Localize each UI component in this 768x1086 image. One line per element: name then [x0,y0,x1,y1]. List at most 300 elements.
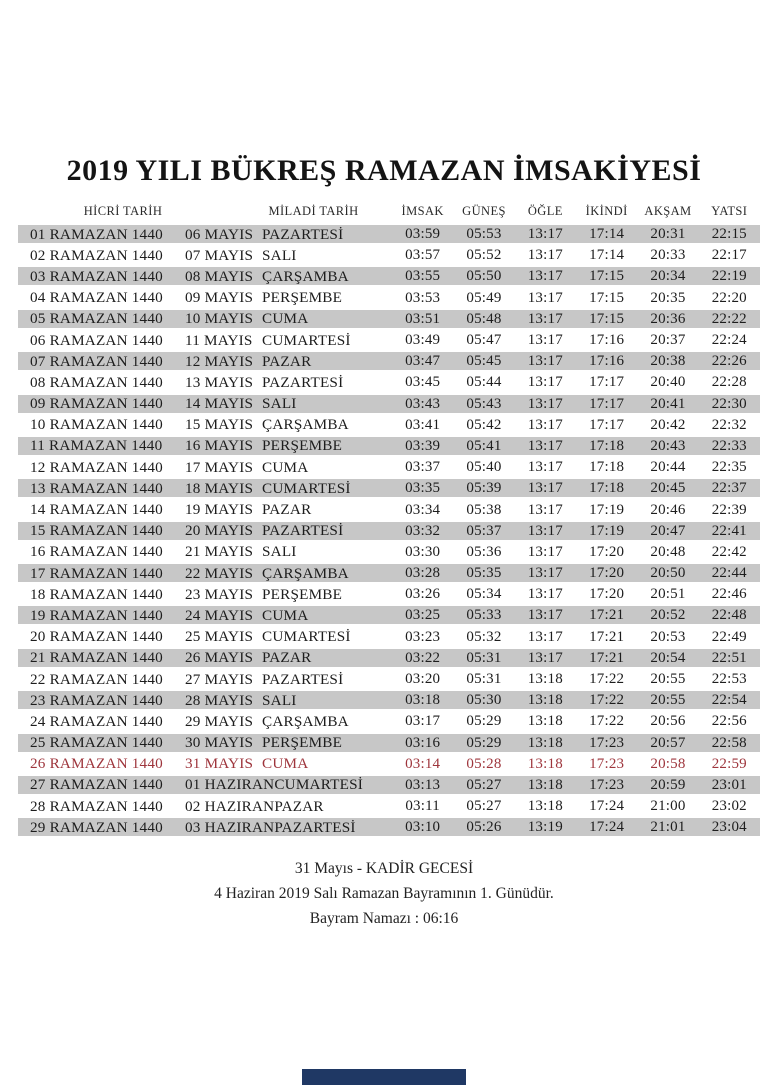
cell-ogle: 13:19 [527,819,563,836]
cell-yatsi: 22:32 [711,416,747,433]
table-row [18,669,760,690]
cell-hicri-tarih: 22 RAMAZAN 1440 [30,670,163,688]
footer-notes [0,856,768,931]
cell-gunes: 05:31 [466,671,502,688]
cell-hicri-tarih: 18 RAMAZAN 1440 [30,585,163,603]
cell-miladi-tarih [180,755,392,773]
table-row [18,415,760,436]
cell-miladi-tarih [180,501,392,519]
cell-yatsi: 22:30 [711,395,747,412]
cell-yatsi: 22:54 [711,692,747,709]
cell-ikindi: 17:20 [589,586,625,603]
cell-miladi-date: 07 MAYIS [185,246,254,264]
cell-miladi-date: 09 MAYIS [185,289,254,307]
cell-ogle: 13:17 [527,586,563,603]
table-body [18,224,760,838]
cell-yatsi: 22:42 [711,543,747,560]
cell-day-name: SALI [262,246,297,264]
header-miladi-tarih: MİLADİ TARİH [268,204,359,218]
cell-gunes: 05:37 [466,522,502,539]
cell-gunes: 05:27 [466,776,502,793]
cell-gunes: 05:31 [466,649,502,666]
table-row [18,754,760,775]
table-row [18,245,760,266]
cell-miladi-tarih [180,649,392,667]
cell-hicri-tarih: 27 RAMAZAN 1440 [30,776,163,794]
cell-yatsi: 22:39 [711,501,747,518]
cell-gunes: 05:35 [466,565,502,582]
cell-imsak: 03:43 [405,395,441,412]
cell-hicri-tarih: 10 RAMAZAN 1440 [30,416,163,434]
cell-hicri-tarih: 21 RAMAZAN 1440 [30,649,163,667]
cell-day-name: ÇARŞAMBA [262,267,349,285]
cell-aksam: 20:53 [650,628,686,645]
header-ikindi: İKİNDİ [585,204,628,218]
cell-yatsi: 22:28 [711,374,747,391]
cell-miladi-date: 20 MAYIS [185,522,254,540]
cell-day-name: PERŞEMBE [262,734,343,752]
cell-ogle: 13:17 [527,501,563,518]
cell-yatsi: 22:49 [711,628,747,645]
cell-day-name: PAZARTESİ [262,670,344,688]
cell-gunes: 05:38 [466,501,502,518]
cell-gunes: 05:29 [466,713,502,730]
cell-hicri-tarih: 14 RAMAZAN 1440 [30,501,163,519]
cell-miladi-tarih [180,332,392,350]
cell-miladi-tarih [180,416,392,434]
cell-miladi-date: 24 MAYIS [185,606,254,624]
cell-day-name: ÇARŞAMBA [262,416,349,434]
cell-gunes: 05:30 [466,692,502,709]
cell-ikindi: 17:23 [589,734,625,751]
cell-gunes: 05:45 [466,353,502,370]
cell-yatsi: 22:51 [711,649,747,666]
cell-ogle: 13:17 [527,289,563,306]
cell-miladi-tarih [180,226,392,244]
cell-hicri-tarih: 06 RAMAZAN 1440 [30,331,163,349]
cell-hicri-tarih: 15 RAMAZAN 1440 [30,522,163,540]
note-kadir-gecesi: 31 Mayıs - KADİR GECESİ [294,860,474,877]
cell-miladi-tarih [180,565,392,583]
cell-miladi-tarih [180,480,392,498]
cell-ikindi: 17:24 [589,819,625,836]
table-row [18,648,760,669]
cell-imsak: 03:39 [405,437,441,454]
cell-yatsi: 22:15 [711,226,747,243]
cell-gunes: 05:33 [466,607,502,624]
cell-miladi-date: 30 MAYIS [185,734,254,752]
page-title: 2019 YILI BÜKREŞ RAMAZAN İMSAKİYESİ [66,154,702,187]
cell-miladi-tarih [180,353,392,371]
cell-gunes: 05:50 [466,268,502,285]
cell-aksam: 20:35 [650,289,686,306]
cell-miladi-tarih [180,522,392,540]
cell-miladi-date: 17 MAYIS [185,458,254,476]
cell-aksam: 20:34 [650,268,686,285]
cell-ikindi: 17:18 [589,437,625,454]
cell-day-name: CUMA [262,310,309,328]
cell-miladi-tarih [180,459,392,477]
header-imsak: İMSAK [401,204,444,218]
cell-aksam: 20:59 [650,776,686,793]
cell-imsak: 03:23 [405,628,441,645]
table-row [18,394,760,415]
note-bayram-day: 4 Haziran 2019 Salı Ramazan Bayramının 1. Günüdür. [214,885,554,902]
table-row [18,733,760,754]
cell-aksam: 20:56 [650,713,686,730]
cell-gunes: 05:52 [466,247,502,264]
table-row [18,711,760,732]
table-row [18,372,760,393]
table-row [18,817,760,838]
cell-day-name: CUMA [262,755,309,773]
cell-hicri-tarih: 01 RAMAZAN 1440 [30,225,163,243]
cell-ikindi: 17:17 [589,374,625,391]
cell-day-name: PAZAR [262,352,312,370]
cell-ogle: 13:17 [527,565,563,582]
cell-yatsi: 22:17 [711,247,747,264]
cell-ikindi: 17:16 [589,332,625,349]
cell-day-name: PAZAR [262,649,312,667]
cell-imsak: 03:28 [405,565,441,582]
cell-aksam: 20:38 [650,353,686,370]
cell-ikindi: 17:22 [589,671,625,688]
cell-ogle: 13:18 [527,692,563,709]
cell-yatsi: 22:20 [711,289,747,306]
cell-ikindi: 17:17 [589,395,625,412]
cell-gunes: 05:29 [466,734,502,751]
cell-gunes: 05:40 [466,459,502,476]
cell-imsak: 03:13 [405,776,441,793]
cell-miladi-tarih [180,289,392,307]
cell-hicri-tarih: 23 RAMAZAN 1440 [30,691,163,709]
cell-aksam: 20:57 [650,734,686,751]
cell-aksam: 20:40 [650,374,686,391]
cell-hicri-tarih: 13 RAMAZAN 1440 [30,479,163,497]
note-bayram-namazi: Bayram Namazı : 06:16 [309,910,459,927]
table-row [18,436,760,457]
bottom-bar [302,1069,466,1085]
cell-aksam: 20:31 [650,226,686,243]
cell-miladi-date: 22 MAYIS [185,564,254,582]
cell-imsak: 03:45 [405,374,441,391]
table-header [18,200,760,223]
cell-day-name: PAZAR [274,797,324,815]
cell-imsak: 03:55 [405,268,441,285]
cell-aksam: 20:45 [650,480,686,497]
cell-gunes: 05:42 [466,416,502,433]
cell-ikindi: 17:20 [589,565,625,582]
cell-ogle: 13:18 [527,734,563,751]
cell-imsak: 03:20 [405,671,441,688]
cell-hicri-tarih: 16 RAMAZAN 1440 [30,543,163,561]
cell-miladi-date: 02 HAZIRAN [185,797,275,815]
cell-yatsi: 22:24 [711,332,747,349]
cell-miladi-tarih [180,247,392,265]
cell-aksam: 20:41 [650,395,686,412]
cell-miladi-date: 16 MAYIS [185,437,254,455]
table-row [18,690,760,711]
cell-ikindi: 17:14 [589,247,625,264]
cell-aksam: 20:46 [650,501,686,518]
cell-ogle: 13:17 [527,226,563,243]
cell-imsak: 03:34 [405,501,441,518]
cell-miladi-date: 21 MAYIS [185,543,254,561]
cell-miladi-tarih [180,607,392,625]
table-row [18,542,760,563]
cell-aksam: 20:47 [650,522,686,539]
cell-miladi-tarih [180,543,392,561]
cell-ogle: 13:17 [527,268,563,285]
cell-yatsi: 22:26 [711,353,747,370]
table-row [18,224,760,245]
cell-imsak: 03:51 [405,310,441,327]
cell-gunes: 05:43 [466,395,502,412]
cell-day-name: SALI [262,691,297,709]
table-row [18,309,760,330]
cell-ikindi: 17:18 [589,480,625,497]
cell-gunes: 05:41 [466,437,502,454]
cell-gunes: 05:49 [466,289,502,306]
header-yatsi: YATSI [711,204,748,218]
cell-miladi-tarih [180,395,392,413]
cell-ikindi: 17:22 [589,692,625,709]
cell-miladi-tarih [180,776,392,794]
cell-miladi-date: 08 MAYIS [185,267,254,285]
cell-day-name: SALI [262,395,297,413]
cell-yatsi: 22:22 [711,310,747,327]
cell-imsak: 03:49 [405,332,441,349]
cell-hicri-tarih: 20 RAMAZAN 1440 [30,628,163,646]
header-gunes: GÜNEŞ [462,204,506,218]
table-row [18,330,760,351]
cell-miladi-tarih [180,798,392,816]
cell-imsak: 03:53 [405,289,441,306]
cell-yatsi: 22:53 [711,671,747,688]
cell-miladi-date: 23 MAYIS [185,585,254,603]
cell-miladi-date: 19 MAYIS [185,501,254,519]
cell-yatsi: 22:19 [711,268,747,285]
cell-ikindi: 17:24 [589,798,625,815]
cell-aksam: 20:55 [650,692,686,709]
cell-miladi-date: 12 MAYIS [185,352,254,370]
cell-yatsi: 23:02 [711,798,747,815]
cell-miladi-tarih [180,437,392,455]
cell-ikindi: 17:14 [589,226,625,243]
cell-imsak: 03:25 [405,607,441,624]
cell-miladi-date: 26 MAYIS [185,649,254,667]
cell-miladi-date: 29 MAYIS [185,712,254,730]
cell-hicri-tarih: 09 RAMAZAN 1440 [30,395,163,413]
cell-ogle: 13:17 [527,543,563,560]
cell-miladi-date: 27 MAYIS [185,670,254,688]
cell-hicri-tarih: 17 RAMAZAN 1440 [30,564,163,582]
cell-ikindi: 17:20 [589,543,625,560]
cell-hicri-tarih: 24 RAMAZAN 1440 [30,712,163,730]
cell-ikindi: 17:21 [589,649,625,666]
cell-hicri-tarih: 25 RAMAZAN 1440 [30,734,163,752]
cell-yatsi: 22:58 [711,734,747,751]
cell-gunes: 05:28 [466,755,502,772]
cell-ogle: 13:18 [527,755,563,772]
cell-ogle: 13:17 [527,522,563,539]
cell-ogle: 13:17 [527,480,563,497]
cell-day-name: CUMARTESİ [262,628,351,646]
cell-yatsi: 22:44 [711,565,747,582]
table-row [18,584,760,605]
cell-day-name: PAZARTESİ [262,225,344,243]
cell-hicri-tarih: 02 RAMAZAN 1440 [30,246,163,264]
cell-ikindi: 17:17 [589,416,625,433]
cell-imsak: 03:57 [405,247,441,264]
cell-yatsi: 22:48 [711,607,747,624]
cell-ikindi: 17:15 [589,268,625,285]
cell-miladi-tarih [180,586,392,604]
cell-miladi-tarih [180,734,392,752]
cell-miladi-date: 18 MAYIS [185,479,254,497]
cell-miladi-tarih [180,692,392,710]
cell-day-name: PAZAR [262,501,312,519]
cell-ogle: 13:18 [527,671,563,688]
cell-gunes: 05:44 [466,374,502,391]
cell-day-name: CUMARTESİ [262,331,351,349]
cell-hicri-tarih: 29 RAMAZAN 1440 [30,818,163,836]
cell-aksam: 20:43 [650,437,686,454]
cell-day-name: CUMA [262,606,309,624]
cell-miladi-tarih [180,310,392,328]
cell-ikindi: 17:23 [589,776,625,793]
cell-miladi-date: 13 MAYIS [185,373,254,391]
cell-imsak: 03:11 [405,798,440,815]
cell-gunes: 05:27 [466,798,502,815]
cell-ikindi: 17:19 [589,522,625,539]
cell-aksam: 20:58 [650,755,686,772]
cell-miladi-date: 28 MAYIS [185,691,254,709]
cell-aksam: 20:44 [650,459,686,476]
cell-miladi-date: 15 MAYIS [185,416,254,434]
cell-aksam: 20:48 [650,543,686,560]
cell-aksam: 20:55 [650,671,686,688]
table-row [18,266,760,287]
cell-ikindi: 17:16 [589,353,625,370]
cell-aksam: 20:50 [650,565,686,582]
cell-ogle: 13:18 [527,713,563,730]
cell-hicri-tarih: 12 RAMAZAN 1440 [30,458,163,476]
cell-day-name: ÇARŞAMBA [262,564,349,582]
cell-miladi-date: 10 MAYIS [185,310,254,328]
table-row [18,796,760,817]
cell-imsak: 03:41 [405,416,441,433]
cell-miladi-date: 11 MAYIS [185,331,253,349]
cell-ogle: 13:17 [527,395,563,412]
cell-ikindi: 17:22 [589,713,625,730]
cell-hicri-tarih: 04 RAMAZAN 1440 [30,289,163,307]
table-row [18,478,760,499]
cell-yatsi: 22:46 [711,586,747,603]
cell-gunes: 05:26 [466,819,502,836]
cell-day-name: PERŞEMBE [262,289,343,307]
cell-day-name: SALI [262,543,297,561]
cell-miladi-date: 25 MAYIS [185,628,254,646]
cell-ikindi: 17:23 [589,755,625,772]
table-row [18,288,760,309]
cell-ikindi: 17:15 [589,310,625,327]
cell-yatsi: 22:33 [711,437,747,454]
cell-gunes: 05:47 [466,332,502,349]
cell-imsak: 03:14 [405,755,441,772]
cell-ogle: 13:17 [527,310,563,327]
cell-day-name: CUMARTESİ [262,479,351,497]
cell-gunes: 05:53 [466,226,502,243]
cell-hicri-tarih: 05 RAMAZAN 1440 [30,310,163,328]
cell-ikindi: 17:21 [589,628,625,645]
cell-ikindi: 17:18 [589,459,625,476]
cell-imsak: 03:37 [405,459,441,476]
cell-imsak: 03:10 [405,819,441,836]
cell-yatsi: 23:04 [711,819,747,836]
cell-imsak: 03:26 [405,586,441,603]
header-aksam: AKŞAM [644,204,692,218]
cell-ikindi: 17:21 [589,607,625,624]
cell-imsak: 03:47 [405,353,441,370]
cell-ikindi: 17:15 [589,289,625,306]
cell-ogle: 13:17 [527,374,563,391]
cell-yatsi: 22:41 [711,522,747,539]
cell-ikindi: 17:19 [589,501,625,518]
cell-day-name: CUMA [262,458,309,476]
cell-aksam: 20:37 [650,332,686,349]
cell-day-name: ÇARŞAMBA [262,712,349,730]
table-row [18,627,760,648]
cell-aksam: 20:42 [650,416,686,433]
header-ogle: ÖĞLE [527,204,563,218]
cell-gunes: 05:34 [466,586,502,603]
cell-imsak: 03:22 [405,649,441,666]
cell-hicri-tarih: 07 RAMAZAN 1440 [30,352,163,370]
cell-miladi-tarih [180,374,392,392]
table-row [18,605,760,626]
cell-aksam: 21:01 [650,819,686,836]
cell-imsak: 03:17 [405,713,441,730]
cell-ogle: 13:17 [527,649,563,666]
cell-aksam: 20:33 [650,247,686,264]
cell-yatsi: 23:01 [711,776,747,793]
cell-miladi-date: 14 MAYIS [185,395,254,413]
cell-ogle: 13:17 [527,459,563,476]
cell-aksam: 20:36 [650,310,686,327]
cell-hicri-tarih: 03 RAMAZAN 1440 [30,267,163,285]
cell-hicri-tarih: 28 RAMAZAN 1440 [30,797,163,815]
cell-ogle: 13:18 [527,798,563,815]
cell-yatsi: 22:37 [711,480,747,497]
cell-ogle: 13:17 [527,607,563,624]
cell-miladi-tarih [180,819,392,837]
cell-yatsi: 22:59 [711,755,747,772]
cell-ogle: 13:17 [527,247,563,264]
cell-yatsi: 22:56 [711,713,747,730]
cell-aksam: 21:00 [650,798,686,815]
table-row [18,499,760,520]
cell-miladi-date: 01 HAZIRAN [185,776,275,794]
cell-day-name: PERŞEMBE [262,585,343,603]
cell-gunes: 05:36 [466,543,502,560]
cell-aksam: 20:54 [650,649,686,666]
table-row [18,775,760,796]
cell-miladi-date: 03 HAZIRAN [185,818,275,836]
cell-day-name: CUMARTESİ [274,776,363,794]
cell-ogle: 13:17 [527,353,563,370]
table-row [18,521,760,542]
